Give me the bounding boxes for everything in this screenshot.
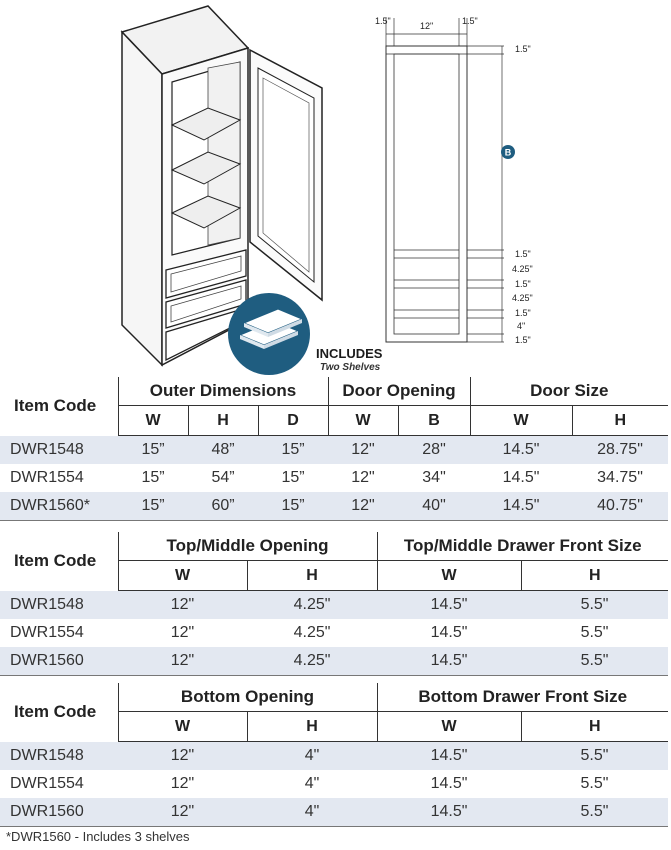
value-cell: 14.5" [470,436,572,465]
dim-door-marker: B [504,147,512,158]
top-middle-opening-header: Top/Middle Opening [118,532,377,561]
door-size-header: Door Size [470,377,668,406]
bottom-drawer-table [0,683,668,827]
table-row [0,464,668,492]
value-cell: 4.25" [247,591,377,620]
item-code-cell: DWR1548 [0,742,118,771]
item-code-cell: DWR1548 [0,591,118,620]
value-cell: 12" [328,492,398,521]
value-cell: 5.5" [521,742,668,771]
value-cell: 12" [118,591,247,620]
value-cell: 15” [281,469,305,486]
col-header: W [118,406,188,436]
col-header: D [258,406,328,436]
table-row [0,619,668,647]
dim-right-stile: 1.5" [462,16,478,26]
value-cell: 12" [118,742,247,771]
table-row [0,436,668,465]
value-cell: 4" [247,798,377,827]
col-header: W [118,712,247,742]
value-cell: 14.5" [377,742,521,771]
col-header: B [398,406,470,436]
value-cell: 40.75" [572,492,668,521]
value-cell: 14.5" [377,798,521,827]
col-header: H [572,406,668,436]
top-middle-drawer-front-header: Top/Middle Drawer Front Size [377,532,668,561]
item-code-cell: DWR1554 [10,775,84,792]
col-header: W [470,406,572,436]
col-header: W [377,561,521,591]
table-row [0,742,668,771]
item-code-cell: DWR1554 [10,469,84,486]
value-cell: 14.5" [377,591,521,620]
value-cell: 5.5" [521,591,668,620]
value-cell: 4" [247,742,377,771]
footnote: *DWR1560 - Includes 3 shelves [6,829,190,844]
value-cell: 48” [188,436,258,465]
item-code-cell: DWR1560 [0,647,118,676]
col-header: W [328,406,398,436]
value-cell: 15” [141,469,165,486]
table-row [0,770,668,798]
col-header: H [247,561,377,591]
value-cell: 5.5" [521,647,668,676]
item-code-cell: DWR1560* [0,492,118,521]
value-cell: 14.5" [502,469,540,486]
col-header: H [247,712,377,742]
dimensions-table [0,377,668,521]
value-cell: 5.5" [521,798,668,827]
table-row [0,591,668,620]
dim-top-rail: 1.5" [515,44,531,54]
item-code-cell: DWR1548 [0,436,118,465]
dim-bottom-rail: 1.5" [515,335,531,345]
value-cell: 15” [118,436,188,465]
value-cell: 4.25" [293,624,331,641]
top-middle-drawer-table [0,532,668,676]
col-header: H [521,712,668,742]
value-cell: 4" [304,775,320,792]
table-row [0,647,668,676]
value-cell: 14.5" [470,492,572,521]
dim-bottom-drawer: 4" [517,321,526,331]
value-cell: 12" [170,624,195,641]
item-code-header: Item Code [14,551,97,571]
dim-rail-2: 1.5" [515,279,531,289]
bottom-drawer-front-header: Bottom Drawer Front Size [377,683,668,712]
dim-rail-1: 1.5" [515,249,531,259]
shelves-included-badge-icon [226,291,312,377]
col-header: H [521,561,668,591]
value-cell: 15” [258,492,328,521]
value-cell: 14.5" [430,624,468,641]
value-cell: 4.25" [247,647,377,676]
value-cell: 12" [118,647,247,676]
value-cell: 15” [258,436,328,465]
outer-dimensions-header: Outer Dimensions [118,377,328,406]
dim-rail-3: 1.5" [515,308,531,318]
table-row [0,798,668,827]
dim-middle-drawer: 4.25" [512,293,533,303]
item-code-header: Item Code [14,396,97,416]
value-cell: 14.5" [430,775,468,792]
includes-sublabel: Two Shelves [320,362,381,373]
value-cell: 40" [398,492,470,521]
col-header: H [188,406,258,436]
includes-label: INCLUDES [316,346,383,361]
front-elevation-drawing [372,10,552,355]
value-cell: 12" [351,469,375,486]
value-cell: 12" [170,775,195,792]
value-cell: 12" [118,798,247,827]
table-row [0,492,668,521]
item-code-cell: DWR1554 [10,624,84,641]
value-cell: 15” [118,492,188,521]
door-opening-header: Door Opening [328,377,470,406]
bottom-opening-header: Bottom Opening [118,683,377,712]
value-cell: 14.5" [377,647,521,676]
dim-top-drawer: 4.25" [512,264,533,274]
value-cell: 5.5" [580,624,609,641]
value-cell: 34.75" [597,469,643,486]
col-header: W [118,561,247,591]
item-code-cell: DWR1560 [0,798,118,827]
item-code-header: Item Code [14,702,97,722]
value-cell: 54” [211,469,235,486]
dim-opening-width: 12" [420,21,434,31]
value-cell: 5.5" [580,775,609,792]
value-cell: 60” [188,492,258,521]
value-cell: 12" [328,436,398,465]
value-cell: 28.75" [572,436,668,465]
dim-left-stile: 1.5" [375,16,391,26]
col-header: W [377,712,521,742]
value-cell: 34" [422,469,446,486]
value-cell: 28" [398,436,470,465]
